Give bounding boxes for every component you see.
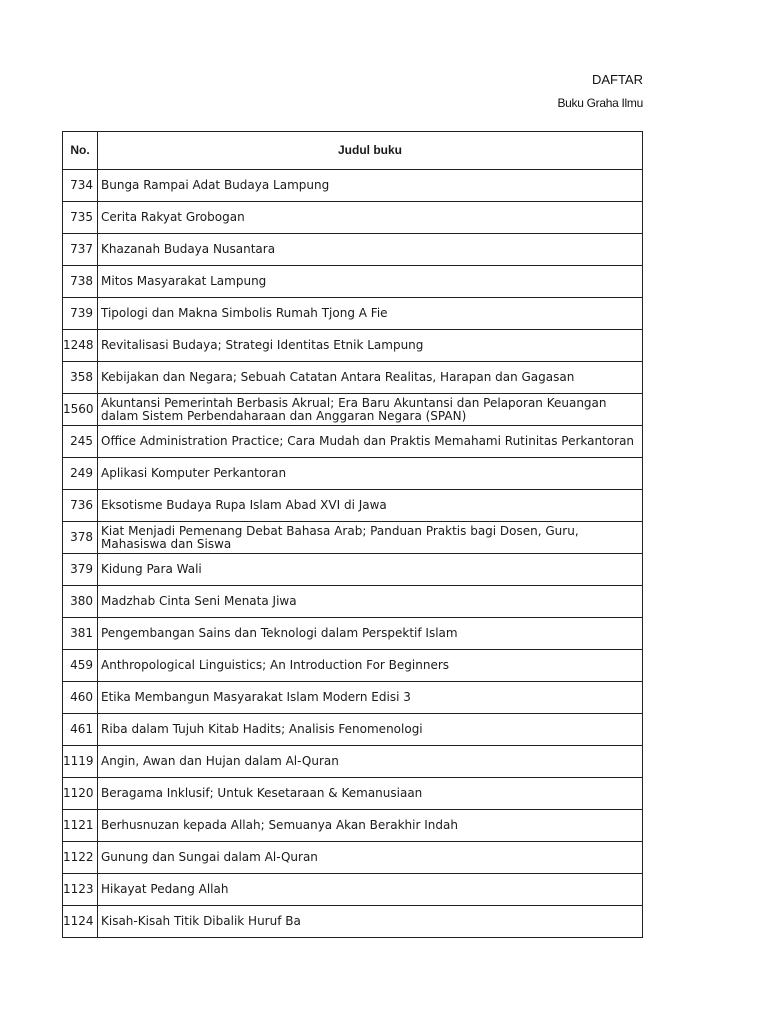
book-number: 1123 — [63, 874, 98, 906]
book-number: 461 — [63, 714, 98, 746]
book-number: 459 — [63, 650, 98, 682]
table-row — [63, 746, 643, 778]
column-header-no: No. — [63, 132, 98, 170]
book-title: Berhusnuzan kepada Allah; Semuanya Akan Berakhir Indah — [98, 810, 643, 842]
book-title: Beragama Inklusif; Untuk Kesetaraan & Kemanusiaan — [98, 778, 643, 810]
book-title: Kidung Para Wali — [98, 554, 643, 586]
book-number: 736 — [63, 490, 98, 522]
book-title: Angin, Awan dan Hujan dalam Al-Quran — [98, 746, 643, 778]
book-title: Tipologi dan Makna Simbolis Rumah Tjong A Fie — [98, 298, 643, 330]
book-number: 1560 — [63, 394, 98, 426]
table-row — [63, 234, 643, 266]
book-number: 734 — [63, 170, 98, 202]
table-row — [63, 170, 643, 202]
book-number: 737 — [63, 234, 98, 266]
table-row — [63, 618, 643, 650]
table-row — [63, 586, 643, 618]
page-subtitle: Buku Graha Ilmu — [557, 96, 643, 110]
table-row — [63, 650, 643, 682]
table-row — [63, 330, 643, 362]
table-row — [63, 682, 643, 714]
table-row — [63, 522, 643, 554]
table-row — [63, 266, 643, 298]
book-title: Etika Membangun Masyarakat Islam Modern Edisi 3 — [98, 682, 643, 714]
table-row — [63, 554, 643, 586]
table-row — [63, 906, 643, 938]
book-number: 358 — [63, 362, 98, 394]
table-row — [63, 298, 643, 330]
table-row — [63, 714, 643, 746]
book-title: Kebijakan dan Negara; Sebuah Catatan Antara Realitas, Harapan dan Gagasan — [98, 362, 643, 394]
column-header-title: Judul buku — [98, 132, 643, 170]
book-number: 738 — [63, 266, 98, 298]
book-number: 380 — [63, 586, 98, 618]
book-title: Anthropological Linguistics; An Introduction For Beginners — [98, 650, 643, 682]
book-title: Kiat Menjadi Pemenang Debat Bahasa Arab; Panduan Praktis bagi Dosen, Guru, Mahasiswa dan Siswa — [98, 522, 643, 554]
book-number: 379 — [63, 554, 98, 586]
book-number: 1121 — [63, 810, 98, 842]
book-number: 460 — [63, 682, 98, 714]
book-title: Khazanah Budaya Nusantara — [98, 234, 643, 266]
book-number: 735 — [63, 202, 98, 234]
table-row — [63, 202, 643, 234]
book-title: Cerita Rakyat Grobogan — [98, 202, 643, 234]
book-title: Madzhab Cinta Seni Menata Jiwa — [98, 586, 643, 618]
table-row — [63, 394, 643, 426]
book-number: 378 — [63, 522, 98, 554]
book-title: Mitos Masyarakat Lampung — [98, 266, 643, 298]
book-title: Bunga Rampai Adat Budaya Lampung — [98, 170, 643, 202]
table-row — [63, 874, 643, 906]
table-row — [63, 362, 643, 394]
table-row — [63, 842, 643, 874]
book-number: 249 — [63, 458, 98, 490]
table-row — [63, 810, 643, 842]
book-title: Revitalisasi Budaya; Strategi Identitas Etnik Lampung — [98, 330, 643, 362]
table-header-row — [63, 132, 643, 170]
book-number: 245 — [63, 426, 98, 458]
table-row — [63, 778, 643, 810]
book-number: 1122 — [63, 842, 98, 874]
book-number: 1124 — [63, 906, 98, 938]
book-title: Gunung dan Sungai dalam Al-Quran — [98, 842, 643, 874]
book-number: 1248 — [63, 330, 98, 362]
book-title: Pengembangan Sains dan Teknologi dalam Perspektif Islam — [98, 618, 643, 650]
book-title: Eksotisme Budaya Rupa Islam Abad XVI di Jawa — [98, 490, 643, 522]
book-title: Riba dalam Tujuh Kitab Hadits; Analisis Fenomenologi — [98, 714, 643, 746]
book-number: 739 — [63, 298, 98, 330]
book-number: 1120 — [63, 778, 98, 810]
book-number: 1119 — [63, 746, 98, 778]
book-title: Kisah-Kisah Titik Dibalik Huruf Ba — [98, 906, 643, 938]
book-number: 381 — [63, 618, 98, 650]
book-title: Hikayat Pedang Allah — [98, 874, 643, 906]
table-row — [63, 458, 643, 490]
book-title: Office Administration Practice; Cara Mudah dan Praktis Memahami Rutinitas Perkantoran — [98, 426, 643, 458]
book-title: Aplikasi Komputer Perkantoran — [98, 458, 643, 490]
book-title: Akuntansi Pemerintah Berbasis Akrual; Era Baru Akuntansi dan Pelaporan Keuangan dalam Sistem Perbendaharaan dan Anggaran Negara (SPAN) — [98, 394, 643, 426]
table-row — [63, 490, 643, 522]
table-row — [63, 426, 643, 458]
page-title: DAFTAR — [591, 72, 643, 87]
book-table — [62, 131, 643, 938]
